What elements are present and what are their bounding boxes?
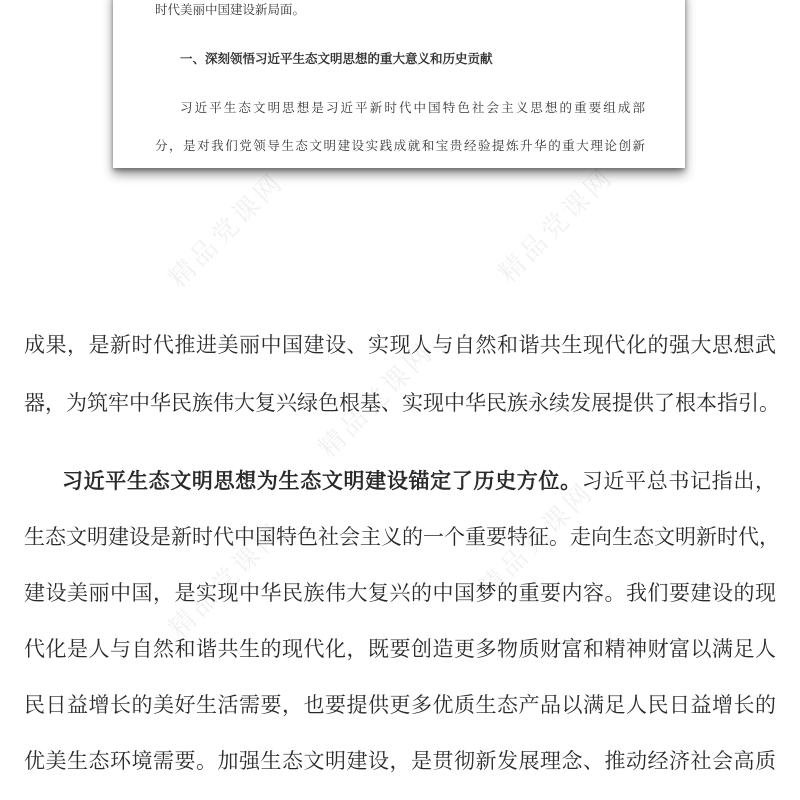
section-heading: 一、深刻领悟习近平生态文明思想的重大意义和历史贡献 — [180, 51, 493, 66]
card-text-line: 分，是对我们党领导生态文明建设实践成就和宝贵经验提炼升华的重大理论创新 — [155, 138, 645, 153]
body-text-line: 建设美丽中国，是实现中华民族伟大复兴的中国梦的重要内容。我们要建设的现 — [24, 581, 776, 605]
watermark: 精品党课网 — [473, 476, 601, 604]
watermark: 精品党课网 — [163, 166, 291, 294]
embedded-page-card — [113, 0, 685, 168]
body-text-line: 成果，是新时代推进美丽中国建设、实现人与自然和谐共生现代化的强大思想武 — [24, 333, 776, 357]
body-text-line: 民日益增长的美好生活需要，也要提供更多优质生态产品以满足人民日益增长的 — [24, 693, 776, 717]
bold-lead-sentence: 习近平生态文明思想为生态文明建设锚定了历史方位。 — [62, 469, 582, 493]
watermark: 精品党课网 — [313, 336, 441, 464]
watermark: 精品党课网 — [493, 161, 621, 289]
body-text-line: 代化是人与自然和谐共生的现代化，既要创造更多物质财富和精神财富以满足人 — [24, 637, 776, 661]
card-text-line: 习近平生态文明思想是习近平新时代中国特色社会主义思想的重要组成部 — [180, 100, 645, 115]
card-text-line: 时代美丽中国建设新局面。 — [155, 2, 306, 17]
body-text-line: 优美生态环境需要。加强生态文明建设，是贯彻新发展理念、推动经济社会高质 — [24, 749, 776, 773]
lead-continuation: 习近平总书记指出， — [581, 469, 776, 493]
body-text-line: 生态文明建设是新时代中国特色社会主义的一个重要特征。走向生态文明新时代， — [24, 525, 780, 549]
watermark: 精品党课网 — [163, 516, 291, 644]
body-paragraph-lead — [62, 467, 776, 495]
body-text-line: 器，为筑牢中华民族伟大复兴绿色根基、实现中华民族永续发展提供了根本指引。 — [24, 391, 780, 415]
